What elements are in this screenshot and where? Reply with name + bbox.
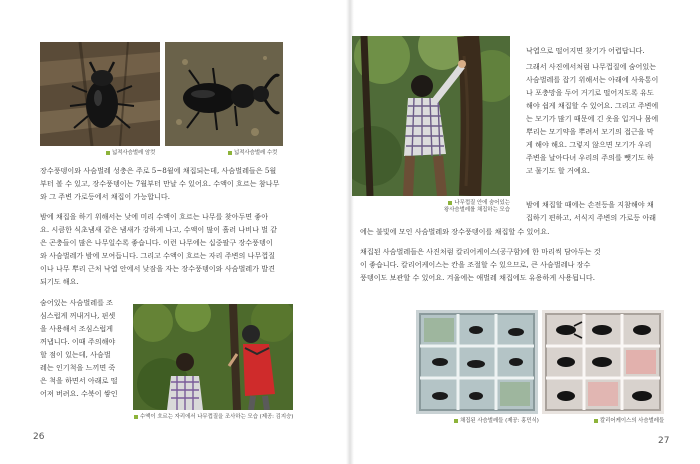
photo-inspecting-bark (133, 304, 293, 410)
photo-case-beetles (542, 310, 664, 414)
photo-caption-case: 칼리어케이스의 사슴벌레들 (594, 418, 664, 425)
right-paragraph-2: 밤에 채집할 때에는 손전등을 지참해야 채 집하기 편하고, 서식지 주변의 가로등 아래 (526, 200, 657, 222)
left-paragraph-2: 밤에 채집을 하기 위해서는 낮에 미리 수액이 흐르는 나무를 찾아두면 좋아 요. 시큼한 식초냄새 같은 냄새가 강하게 나고, 수액이 많이 흘러 나비나 벌 같 은 곤충들이 많은 나무일수록 좋습니다. 이런 나무에는 십중팔구 장수풍뎅이 와 사슴벌레가 밤에 모여듭니다. 그리고 수액이 흐르는 자리 주변의 나무껍질 이나 나무 뿌리 근처 낙엽 안에서 낮잠을 자는 장수풍뎅이와 사슴벌레가 발견 되기도 해요. (40, 212, 278, 286)
photo-caption-collected: 채집된 사슴벌레들 (제공: 홍민식) (454, 418, 539, 425)
bullet-square-icon (134, 415, 138, 419)
photo-stag-beetle-female (40, 42, 160, 146)
photo-stag-beetle-male (165, 42, 283, 146)
bullet-square-icon (448, 201, 452, 205)
photo-collecting-from-bark (352, 36, 510, 196)
page-number-left: 26 (33, 432, 45, 442)
right-paragraph-3: 채집된 사슴벌레들은 사진처럼 칼리어케이스(공구함)에 한 마리씩 담아두는 것 이 좋습니다. 칼리어케이스는 칸을 조절할 수 있으므로, 큰 사슴벌레나 장수 풍뎅이도 보관할 수 있어요. 겨울에는 애벌레 채집에도 유용하게 사용됩니다. (360, 247, 601, 282)
left-paragraph-3: 숨어있는 사슴벌레를 조 심스럽게 꺼내거나, 핀셋 을 사용해서 조심스럽게 꺼냅니다. 이때 주의해야 할 점이 있는데, 사슴벌 레는 인기척을 느끼면 죽 은 척을 하면서 아래로 떨 어져 버려요. 수북이 쌓인 (40, 298, 118, 398)
bullet-square-icon (106, 151, 110, 155)
left-paragraph-1: 장수풍뎅이와 사슴벌레 성충은 주로 5~8월에 채집되는데, 사슴벌레들은 5월 부터 볼 수 있고, 장수풍뎅이는 7월부터 만날 수 있어요. 수액이 흐르는 참나무 와 그 주변 가로등에서 채집이 가능합니다. (40, 166, 280, 201)
photo-caption-male: 넓적사슴벌레 수컷 (228, 150, 277, 157)
photo-collected-beetles-case (416, 310, 538, 414)
photo-caption-female: 넓적사슴벌레 암컷 (106, 150, 155, 157)
bullet-square-icon (228, 151, 232, 155)
right-paragraph-2-continued: 에는 불빛에 모인 사슴벌레와 장수풍뎅이를 채집할 수 있어요. (360, 227, 550, 236)
right-paragraph-1: 낙엽으로 떨어지면 찾기가 어렵답니다. 그래서 사진에서처럼 나무껍질에 숨어있는 사슴벌레를 잡기 위해서는 아래에 사육통이 나 포충망을 두어 거기로 떨어지도록 유도 해야 쉽게 채집할 수 있어요. 그리고 주변에 는 모기가 많기 때문에 긴 옷을 입거나 몸에 뿌리는 모기약을 뿌려서 모기의 접근을 막 게 해야 해요. 그렇지 않으면 모기가 우리 주변을 날아다녀 우리의 주의를 뺏기도 하 고 물기도 할 거예요. (526, 46, 659, 175)
bullet-square-icon (594, 419, 598, 423)
photo-caption-collecting: 나무껍질 안에 숨어있는 왕사슴벌레를 채집하는 모습 (444, 200, 510, 213)
bullet-square-icon (454, 419, 458, 423)
page-number-right: 27 (658, 436, 670, 446)
photo-caption-bark: 수액이 흐르는 자리에서 나무껍질을 조사하는 모습 (제공: 김지승) (134, 414, 293, 421)
